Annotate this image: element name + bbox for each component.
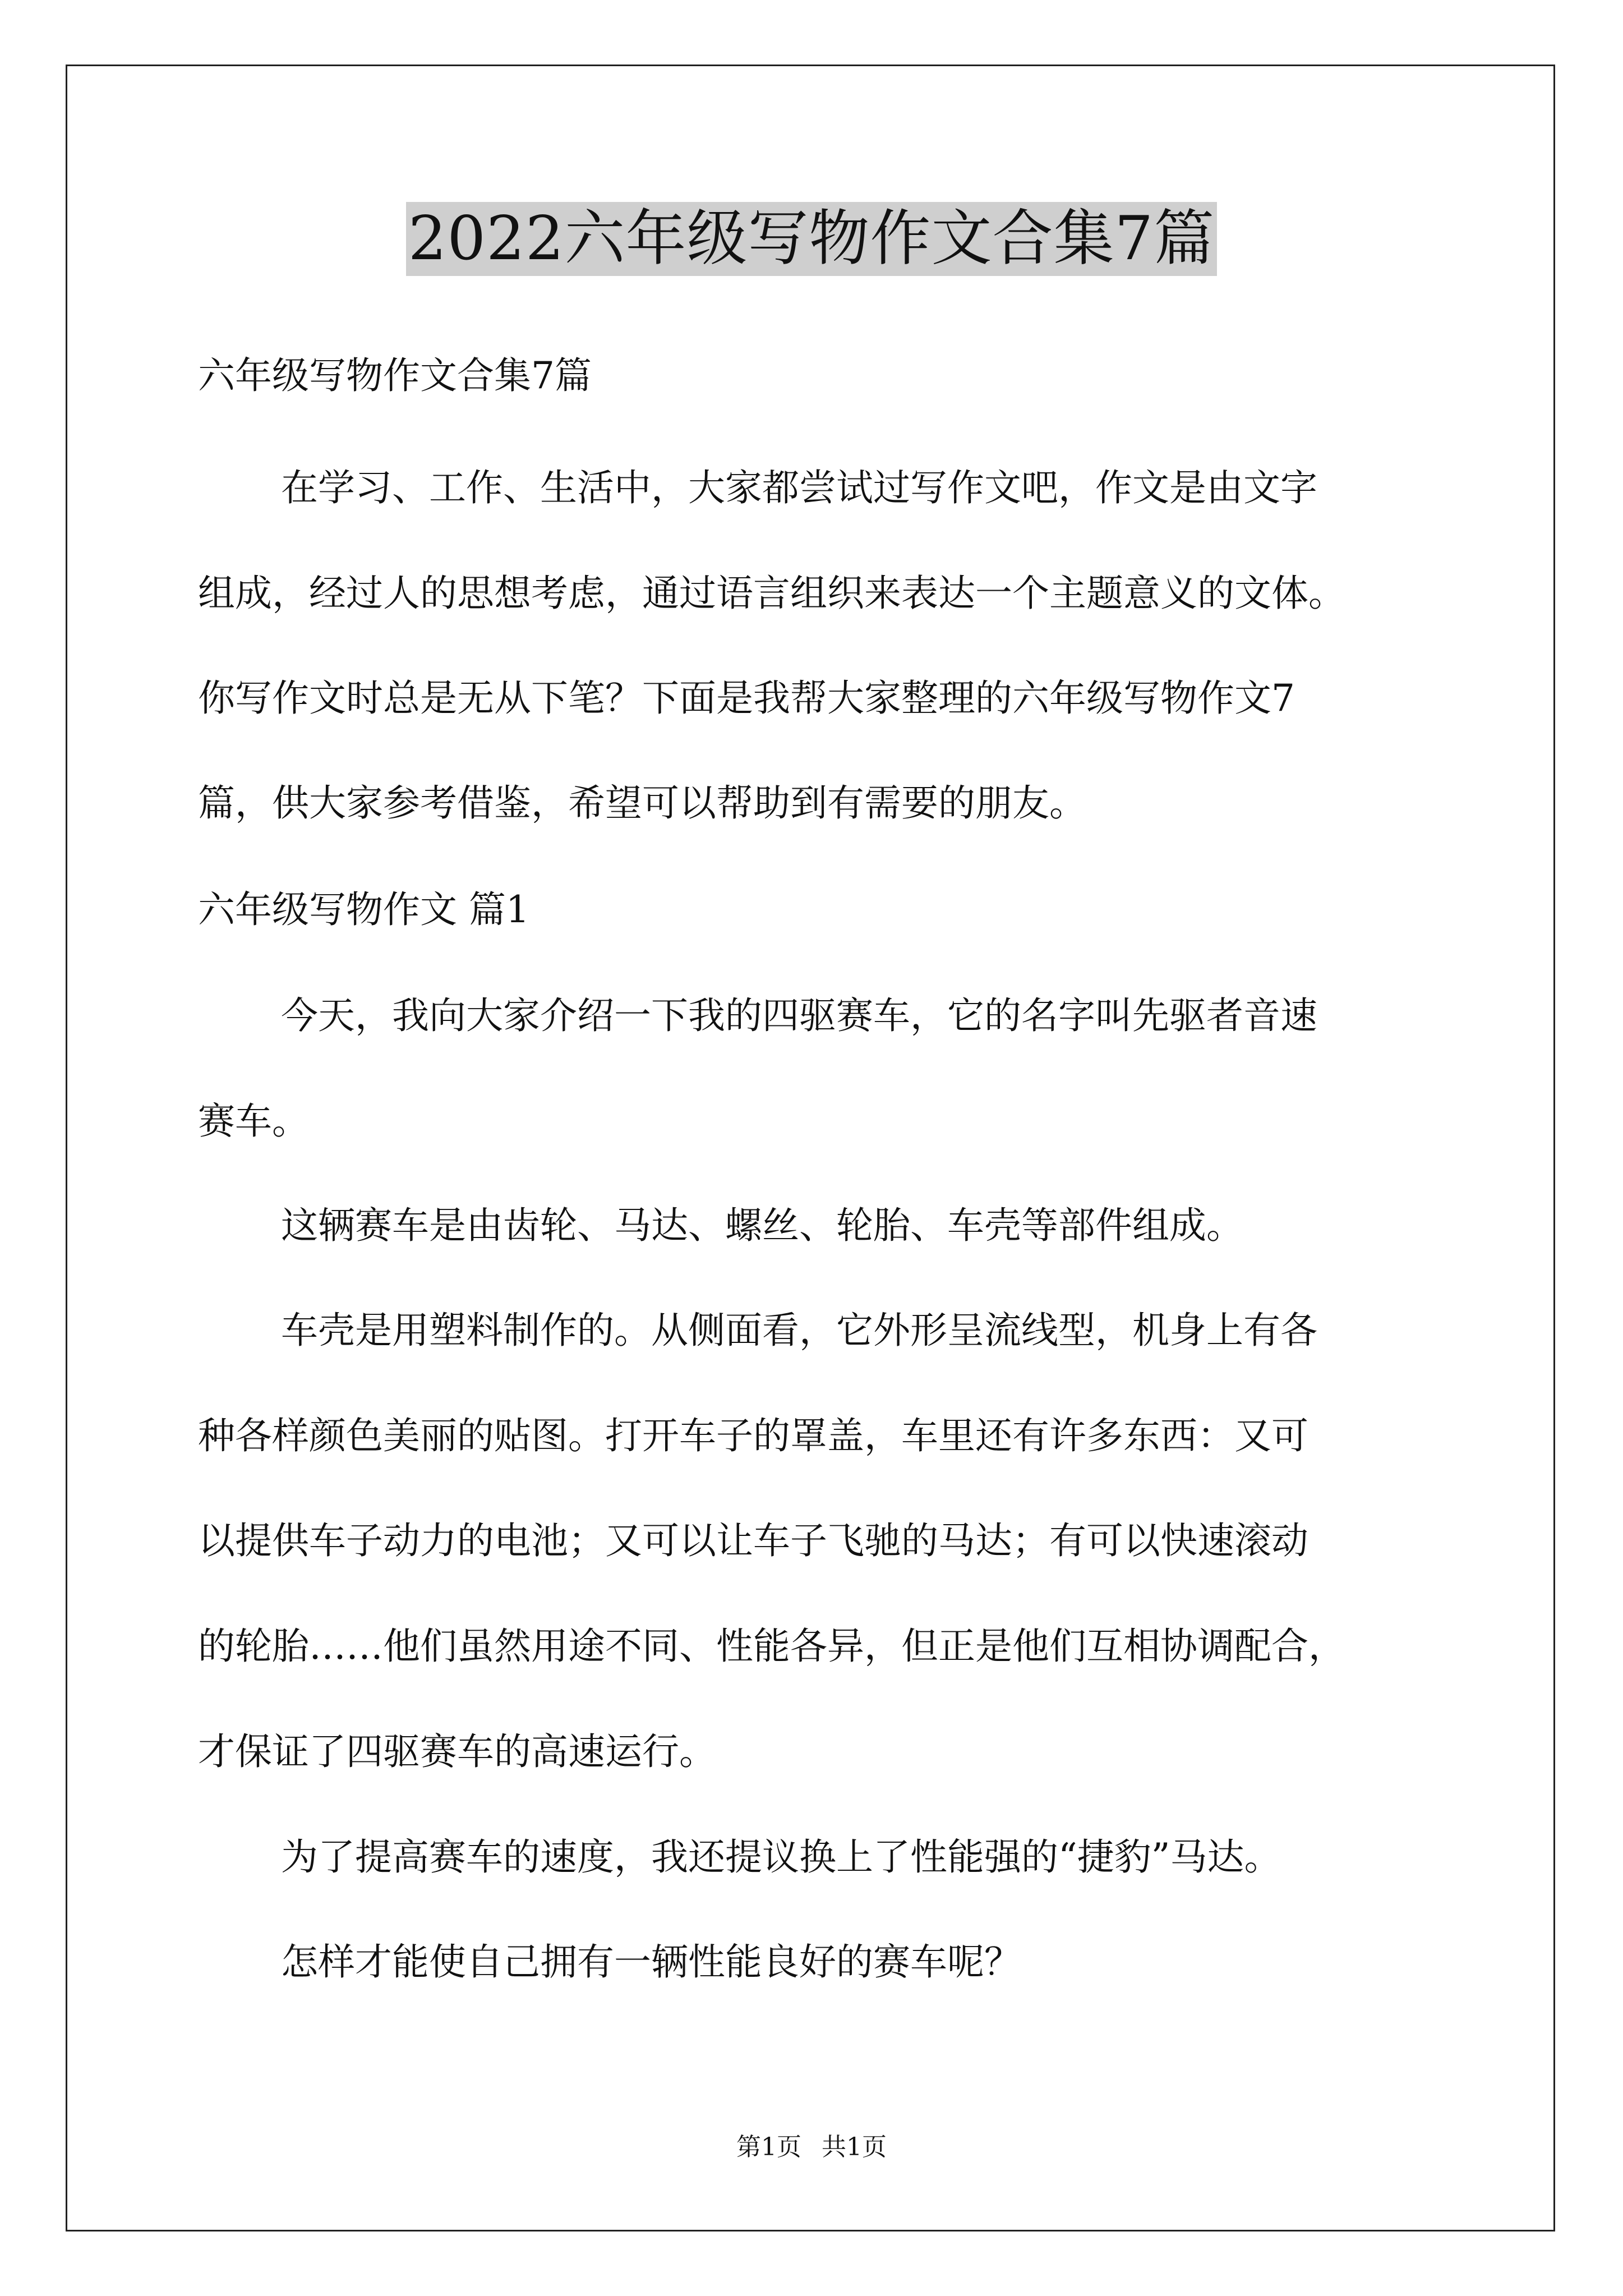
paragraph-line: 车壳是用塑料制作的。从侧面看，它外形呈流线型，机身上有各 (281, 1309, 1317, 1352)
page-total: 共1页 (822, 2133, 887, 2161)
paragraph-line: 为了提高赛车的速度，我还提议换上了性能强的“捷豹”马达。 (281, 1835, 1281, 1879)
paragraph-line: 在学习、工作、生活中，大家都尝试过写作文吧，作文是由文字 (281, 466, 1317, 509)
title-container (0, 202, 1623, 276)
subtitle-line: 六年级写物作文合集7篇 (198, 354, 592, 397)
document-title: 2022六年级写物作文合集7篇 (406, 202, 1218, 276)
paragraph-line: 篇，供大家参考借鉴，希望可以帮助到有需要的朋友。 (198, 781, 1086, 825)
paragraph-line: 怎样才能使自己拥有一辆性能良好的赛车呢？ (281, 1940, 1021, 1984)
paragraph-line: 这辆赛车是由齿轮、马达、螺丝、轮胎、车壳等部件组成。 (281, 1204, 1243, 1247)
paragraph-line: 今天，我向大家介绍一下我的四驱赛车，它的名字叫先驱者音速 (281, 994, 1317, 1037)
paragraph-line: 才保证了四驱赛车的高速运行。 (198, 1730, 716, 1773)
paragraph-line: 组成，经过人的思想考虑，通过语言组织来表达一个主题意义的文体。 (198, 572, 1345, 615)
paragraph-line: 以提供车子动力的电池；又可以让车子飞驰的马达；有可以快速滚动 (198, 1519, 1308, 1562)
page-number: 第1页 (736, 2133, 801, 2161)
paragraph-line: 赛车。 (198, 1099, 309, 1143)
section-heading: 六年级写物作文 篇1 (198, 888, 529, 931)
paragraph-line: 种各样颜色美丽的贴图。打开车子的罩盖，车里还有许多东西：又可 (198, 1414, 1308, 1457)
page-footer (0, 2132, 1623, 2163)
paragraph-line: 的轮胎……他们虽然用途不同、性能各异，但正是他们互相协调配合， (198, 1625, 1345, 1668)
paragraph-line: 你写作文时总是无从下笔？下面是我帮大家整理的六年级写物作文7 (198, 677, 1295, 720)
